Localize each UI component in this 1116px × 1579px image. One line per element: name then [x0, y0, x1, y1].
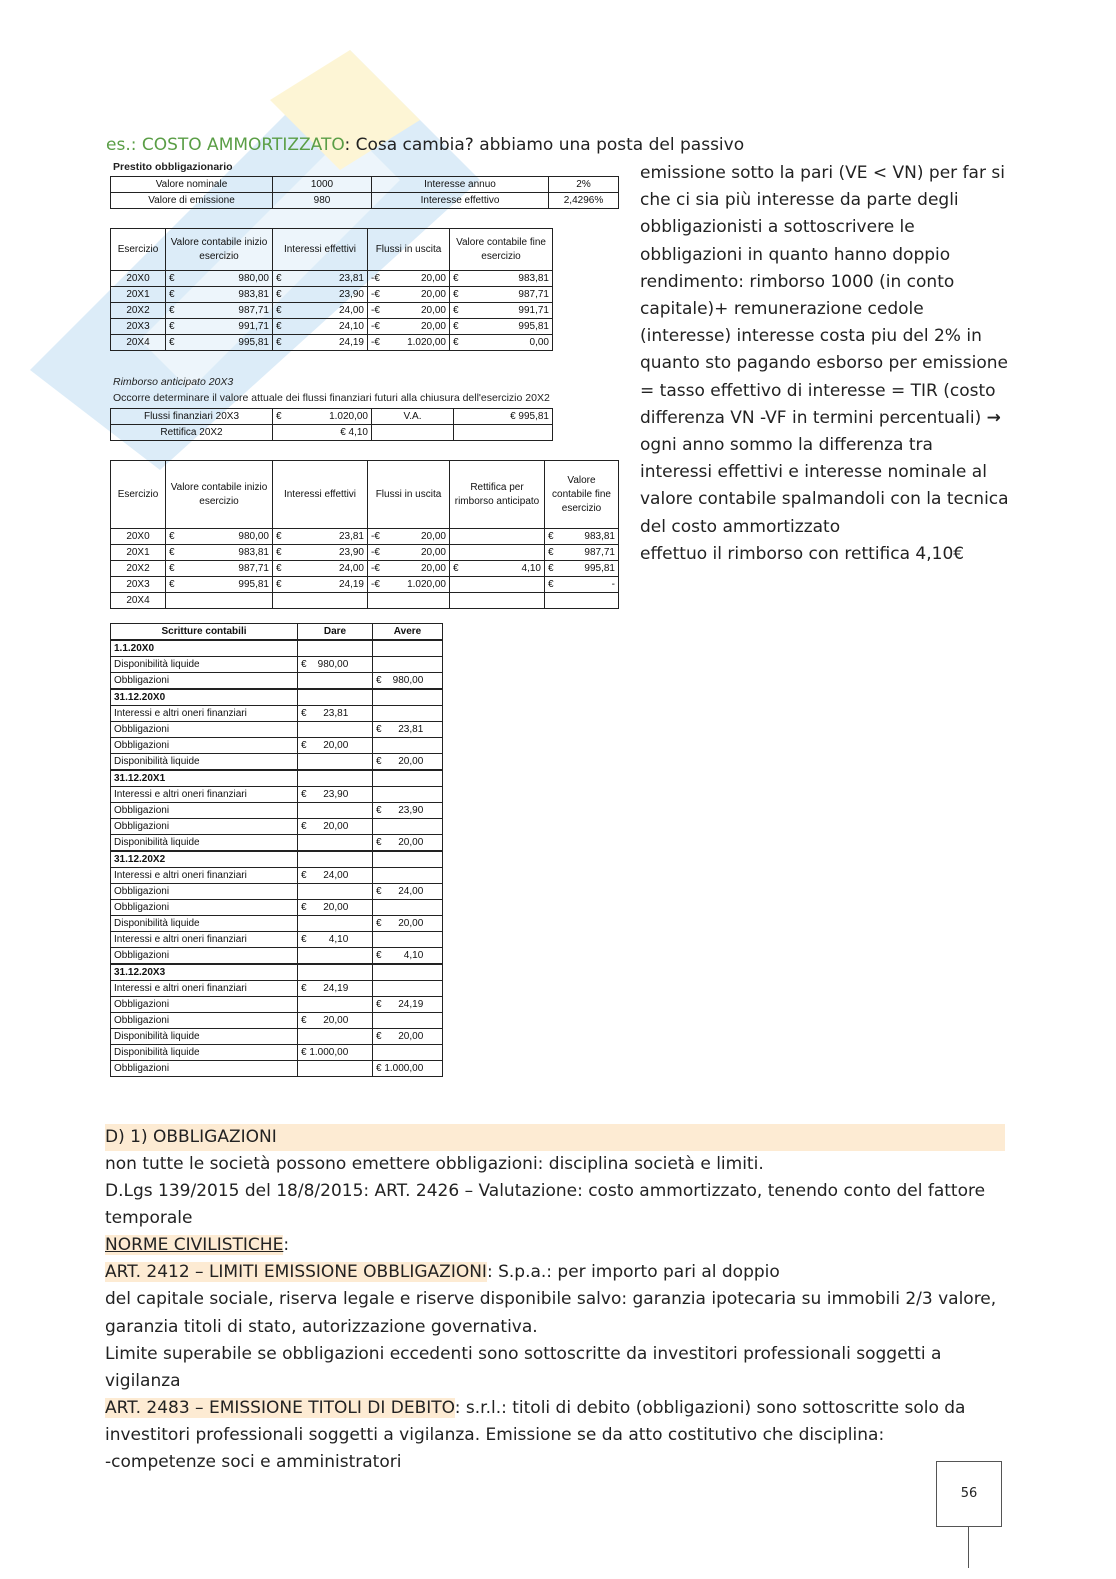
journal-row: [111, 770, 443, 787]
journal-cell-dare: [298, 722, 373, 738]
page-number: 56: [936, 1461, 1002, 1527]
journal-cell-avere: € 20,00: [373, 835, 443, 852]
journal-cell-avere: [373, 1013, 443, 1029]
section-title: D) 1) OBBLIGAZIONI: [105, 1124, 1005, 1151]
journal-cell-label: Disponibilità liquide: [111, 1029, 298, 1045]
section-body: non tutte le società possono emettere obbligazioni: disciplina società e limiti. D.Lgs 139/2015 del 18/8/2015: ART. 2426 – Valutazione: costo ammortizzato, tenendo conto del fattore temporale NORME CIVILISTICHE: ART. 2412 – LIMITI EMISSIONE OBBLIGAZIONI: S.p.a.: per importo pari al doppio del capitale sociale, riserva legale e riserve disponibile salvo: garanzia ipotecaria su immobili 2/3 valore, garanzia titoli di stato, autorizzazione governativa. Limite superabile se obbligazioni eccedenti sono sottoscritte da investitori professionali soggetti a vigilanza ART. 2483 – EMISSIONE TITOLI DI DEBITO: s.r.l.: titoli di debito (obbligazioni) sono sottoscritte solo da investitori professionali soggetti a vigilanza. Emissione se da atto costitutivo che disciplina: -competenze soci e amministratori: [105, 1154, 997, 1473]
journal-cell-dare: [298, 770, 373, 787]
journal-cell-dare: [298, 884, 373, 900]
journal-cell-dare: € 20,00: [298, 900, 373, 916]
journal-cell-dare: [298, 1029, 373, 1045]
table-row: 20X1 € 983,81 € 23,90 -€ 20,00 € 987,71: [111, 287, 553, 303]
journal-cell-label: Obbligazioni: [111, 884, 298, 900]
journal-cell-avere: € 23,90: [373, 803, 443, 819]
journal-cell-dare: € 20,00: [298, 819, 373, 835]
journal-cell-avere: [373, 706, 443, 722]
journal-cell-label: Disponibilità liquide: [111, 916, 298, 932]
journal-row: [111, 819, 443, 835]
table-row: 20X1 € 983,81 € 23,90 -€ 20,00 € 987,71: [111, 545, 619, 561]
table-row: 20X3 € 991,71 € 24,10 -€ 20,00 € 995,81: [111, 319, 553, 335]
journal-cell-avere: [373, 689, 443, 706]
journal-row: [111, 803, 443, 819]
journal-row: [111, 722, 443, 738]
table-row: 20X2 € 987,71 € 24,00 -€ 20,00 € 991,71: [111, 303, 553, 319]
journal-cell-dare: [298, 948, 373, 965]
loan-title: Prestito obbligazionario: [113, 161, 233, 173]
journal-cell-avere: € 24,00: [373, 884, 443, 900]
journal-cell-avere: € 980,00: [373, 673, 443, 690]
journal-cell-avere: € 20,00: [373, 1029, 443, 1045]
journal-cell-label: Obbligazioni: [111, 673, 298, 690]
table-row: 20X0 € 980,00 € 23,81 -€ 20,00 € 983,81: [111, 271, 553, 287]
journal-cell-avere: [373, 932, 443, 948]
journal-cell-avere: [373, 640, 443, 657]
explanation-text: emissione sotto la pari (VE < VN) per far si che ci sia più interesse da parte degli obbligazionisti a sottoscrivere le obbligazioni in quanto hanno doppio rendimento: rimborso 1000 (in conto capitale)+ remunerazione cedole (interesse) interesse costa piu del 2% in quanto sto pagando esborso per emissione = tasso effettivo di interesse = TIR (costo differenza VN -VF in termini percentuali) → ogni anno sommo la differenza tra interessi effettivi e interesse nominale al valore contabile spalmandoli con la tecnica del costo ammortizzato effettuo il rimborso con rettifica 4,10€: [640, 163, 1009, 564]
journal-cell-avere: € 24,19: [373, 997, 443, 1013]
journal-row: [111, 1045, 443, 1061]
journal-cell-dare: [298, 803, 373, 819]
journal-cell-label: Obbligazioni: [111, 900, 298, 916]
journal-row: [111, 689, 443, 706]
amortization-table: Esercizio Valore contabile inizio esercizio Interessi effettivi Flussi in uscita Valore contabile fine esercizio 20X0 € 980,00 € 23,81 -€ 20,00 € 983,81 20X1 € 983,81 € 23,90 -€ 20,00 € 987,71 20X2 € 987,71 € 24,00 -€ 20,00 € 991,71 20X3 € 991,71 € 24,10 -€ 20,00 € 995,81 20X4 € 995,81 € 24,19 -€ 1.020,00 € 0,00: [110, 228, 553, 351]
journal-cell-dare: [298, 851, 373, 868]
journal-cell-dare: € 24,19: [298, 981, 373, 997]
journal-cell-label: Obbligazioni: [111, 738, 298, 754]
journal-cell-label: Interessi e altri oneri finanziari: [111, 868, 298, 884]
table-row: 20X3 € 995,81 € 24,19 -€ 1.020,00 € -: [111, 577, 619, 593]
page-number-line: [968, 1526, 969, 1568]
journal-row: [111, 964, 443, 981]
present-value-table: Flussi finanziari 20X3 € 1.020,00 V.A. € 995,81 Rettifica 20X2 € 4,10: [110, 408, 553, 441]
journal-cell-label: Obbligazioni: [111, 722, 298, 738]
journal-row: [111, 754, 443, 771]
journal-row: [111, 997, 443, 1013]
journal-cell-dare: [298, 964, 373, 981]
journal-cell-dare: € 4,10: [298, 932, 373, 948]
journal-cell-dare: [298, 916, 373, 932]
journal-cell-avere: [373, 981, 443, 997]
journal-entries-table: Scritture contabili Dare Avere 1.1.20X0 Disponibilità liquide € 980,00 Obbligazioni € 980,00 31.12.20X0 Interessi e altri oneri finanziari € 23,81 Obbligazioni € 23,81 Obbligazioni € 20,00 Disponibilità liquide € 20,00 31.12.20X1 Interessi e altri oneri finanziari € 23,90 Obbligazioni € 23,90 Obbligazioni € 20,00 Disponibilità liquide € 20,00 31.12.20X2 Interessi e altri oneri finanziari € 24,00 Obbligazioni € 24,00 Obbligazioni € 20,00 Disponibilità liquide € 20,00 Interessi e altri oneri finanziari € 4,10 Obbligazioni € 4,10 31.12.20X3 Interessi e altri oneri finanziari € 24,19 Obbligazioni € 24,19 Obbligazioni € 20,00 Disponibilità liquide € 20,00 Disponibilità liquide € 1.000,00 Obbligazioni € 1.000,00: [110, 623, 443, 1077]
journal-row: [111, 932, 443, 948]
journal-row: [111, 884, 443, 900]
journal-row: [111, 835, 443, 852]
journal-row: [111, 787, 443, 803]
journal-cell-avere: € 1.000,00: [373, 1061, 443, 1077]
journal-row: [111, 673, 443, 690]
journal-row: [111, 868, 443, 884]
journal-cell-label: Interessi e altri oneri finanziari: [111, 932, 298, 948]
journal-row: [111, 738, 443, 754]
journal-cell-avere: € 20,00: [373, 754, 443, 771]
journal-cell-label: Interessi e altri oneri finanziari: [111, 787, 298, 803]
journal-cell-dare: [298, 673, 373, 690]
journal-cell-label: Obbligazioni: [111, 1061, 298, 1077]
early-repayment-desc: Occorre determinare il valore attuale dei flussi finanziari futuri alla chiusura dell'esercizio 20X2: [113, 392, 550, 404]
journal-row: [111, 1029, 443, 1045]
journal-cell-dare: [298, 835, 373, 852]
journal-row: [111, 640, 443, 657]
journal-cell-label: 31.12.20X0: [111, 689, 298, 706]
journal-row: [111, 981, 443, 997]
journal-cell-label: Disponibilità liquide: [111, 1045, 298, 1061]
journal-cell-label: 1.1.20X0: [111, 640, 298, 657]
journal-row: [111, 948, 443, 965]
journal-cell-avere: [373, 964, 443, 981]
table-row: 20X2 € 987,71 € 24,00 -€ 20,00 € 4,10 € 995,81: [111, 561, 619, 577]
journal-cell-avere: [373, 868, 443, 884]
journal-cell-label: 31.12.20X2: [111, 851, 298, 868]
journal-cell-dare: [298, 1061, 373, 1077]
journal-cell-label: Interessi e altri oneri finanziari: [111, 706, 298, 722]
journal-cell-dare: € 23,90: [298, 787, 373, 803]
table-row: 20X0 € 980,00 € 23,81 -€ 20,00 € 983,81: [111, 529, 619, 545]
journal-cell-avere: [373, 900, 443, 916]
loan-table: Valore nominale 1000 Interesse annuo 2% Valore di emissione 980 Interesse effettivo 2,4296%: [110, 176, 619, 209]
journal-cell-dare: [298, 754, 373, 771]
journal-cell-avere: [373, 787, 443, 803]
journal-cell-avere: [373, 770, 443, 787]
example-heading: es.: COSTO AMMORTIZZATO: Cosa cambia? abbiamo una posta del passivo: [106, 135, 745, 155]
journal-cell-label: Disponibilità liquide: [111, 754, 298, 771]
journal-cell-label: 31.12.20X1: [111, 770, 298, 787]
journal-cell-label: Obbligazioni: [111, 997, 298, 1013]
journal-cell-avere: € 4,10: [373, 948, 443, 965]
journal-cell-avere: [373, 738, 443, 754]
journal-cell-dare: € 20,00: [298, 1013, 373, 1029]
journal-cell-avere: [373, 657, 443, 673]
journal-cell-dare: € 20,00: [298, 738, 373, 754]
journal-row: [111, 851, 443, 868]
journal-cell-label: Disponibilità liquide: [111, 835, 298, 852]
journal-row: [111, 706, 443, 722]
journal-cell-avere: € 20,00: [373, 916, 443, 932]
early-repayment-title: Rimborso anticipato 20X3: [113, 376, 234, 388]
journal-cell-avere: € 23,81: [373, 722, 443, 738]
journal-cell-label: Disponibilità liquide: [111, 657, 298, 673]
table-row: 20X4 € 995,81 € 24,19 -€ 1.020,00 € 0,00: [111, 335, 553, 351]
journal-cell-dare: € 980,00: [298, 657, 373, 673]
journal-row: [111, 657, 443, 673]
journal-cell-label: 31.12.20X3: [111, 964, 298, 981]
journal-row: [111, 900, 443, 916]
journal-cell-dare: [298, 640, 373, 657]
journal-row: [111, 1061, 443, 1077]
journal-cell-avere: [373, 1045, 443, 1061]
journal-cell-dare: [298, 689, 373, 706]
table-row: 20X4: [111, 593, 619, 609]
journal-cell-label: Obbligazioni: [111, 1013, 298, 1029]
early-repayment-table: Esercizio Valore contabile inizio esercizio Interessi effettivi Flussi in uscita Rettifica per rimborso anticipato Valore contabile fine esercizio 20X0 € 980,00 € 23,81 -€ 20,00 € 983,81 20X1 € 983,81 € 23,90 -€ 20,00 € 987,71 20X2 € 987,71 € 24,00 -€ 20,00 € 4,10 € 995,81 20X3 € 995,81 € 24,19 -€ 1.020,00 € - 20X4: [110, 460, 619, 609]
journal-cell-dare: [298, 997, 373, 1013]
journal-cell-label: Obbligazioni: [111, 819, 298, 835]
journal-cell-dare: € 23,81: [298, 706, 373, 722]
journal-cell-label: Interessi e altri oneri finanziari: [111, 981, 298, 997]
journal-cell-label: Obbligazioni: [111, 948, 298, 965]
journal-cell-label: Obbligazioni: [111, 803, 298, 819]
journal-cell-dare: € 24,00: [298, 868, 373, 884]
journal-cell-avere: [373, 851, 443, 868]
journal-cell-dare: € 1.000,00: [298, 1045, 373, 1061]
journal-row: [111, 916, 443, 932]
journal-cell-avere: [373, 819, 443, 835]
journal-row: [111, 1013, 443, 1029]
